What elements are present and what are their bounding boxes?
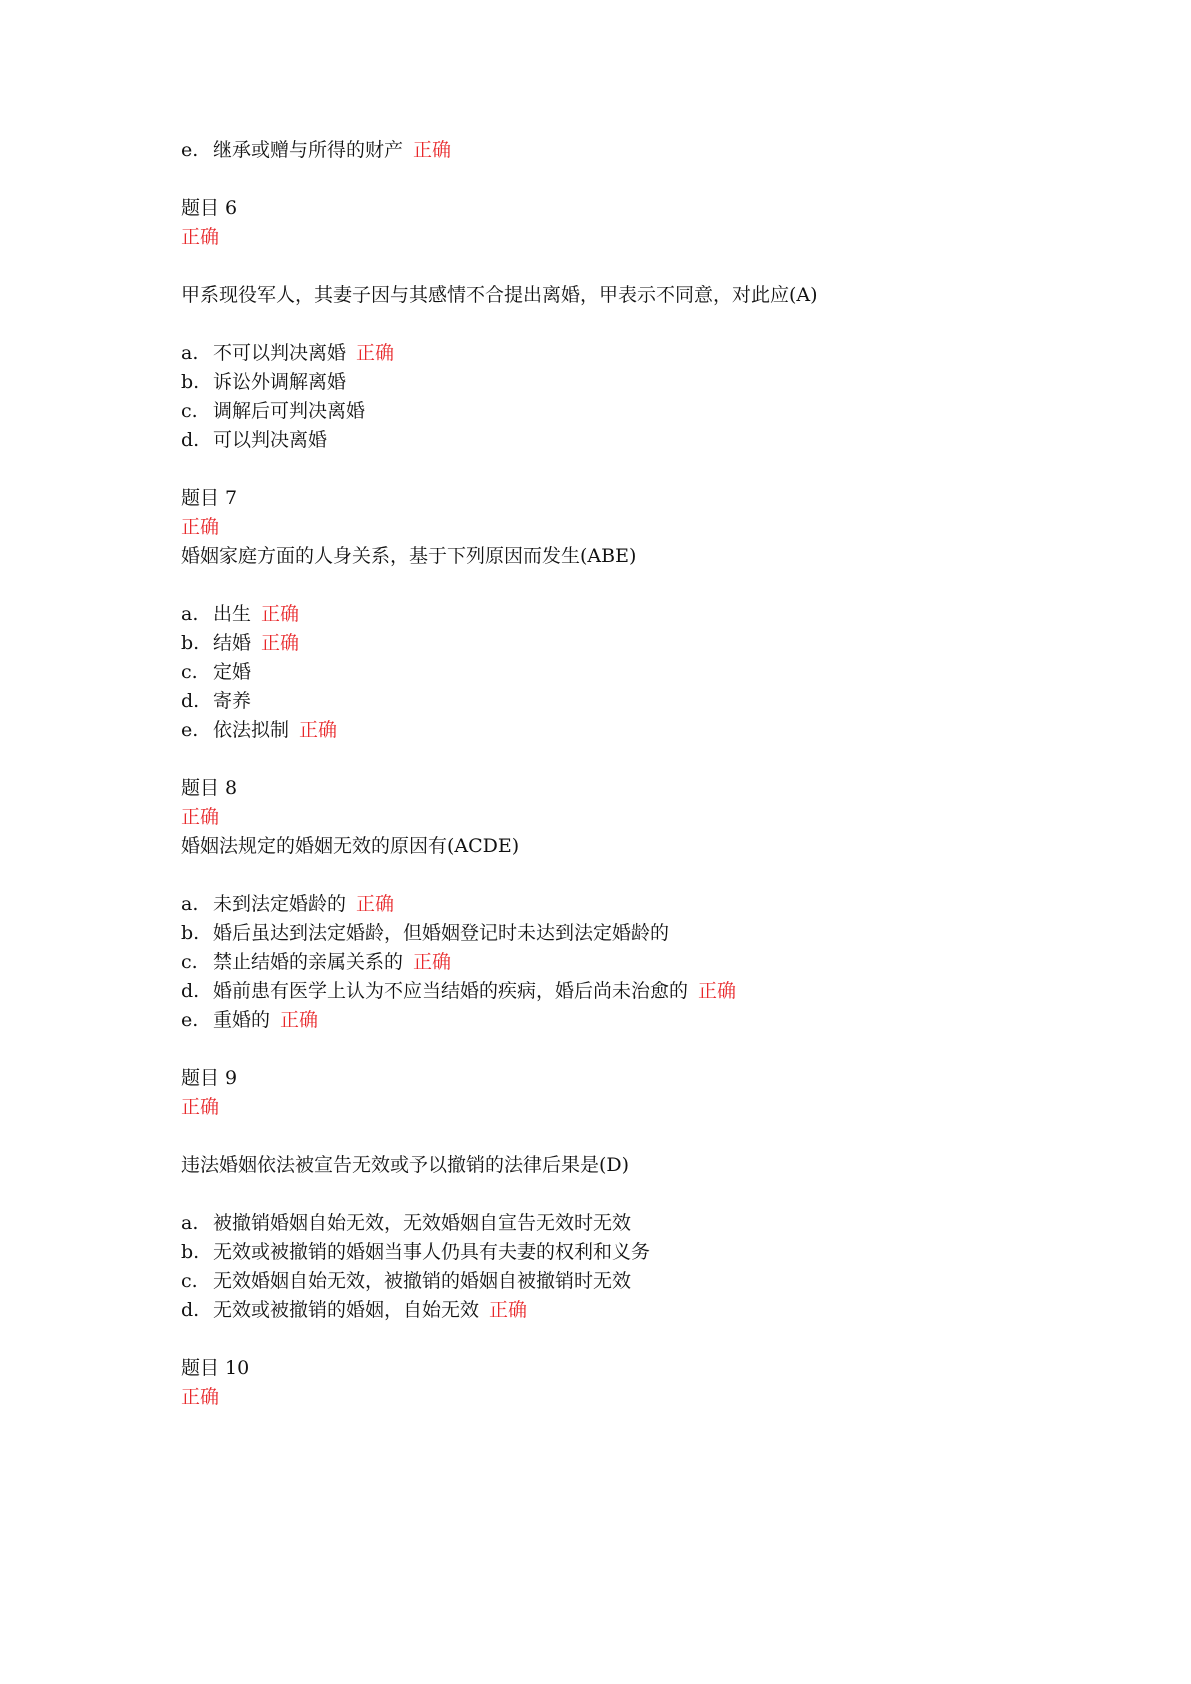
option-text: 无效婚姻自始无效，被撤销的婚姻自被撤销时无效 — [213, 1270, 632, 1292]
question-title: 题目 6 — [181, 197, 238, 219]
option-line — [181, 138, 451, 162]
question-title: 题目 10 — [181, 1357, 250, 1379]
option-letter: e. — [181, 1009, 199, 1031]
correct-mark: 正确 — [698, 980, 737, 1002]
correct-mark: 正确 — [261, 603, 300, 625]
option-line — [181, 428, 327, 452]
option-text: 定婚 — [213, 661, 252, 683]
option-letter: e. — [181, 719, 199, 741]
option-text: 继承或赠与所得的财产 — [213, 139, 404, 161]
option-text: 结婚 — [213, 632, 252, 654]
option-text: 无效或被撤销的婚姻，自始无效 — [213, 1299, 480, 1321]
option-letter: c. — [181, 951, 198, 973]
correct-mark: 正确 — [413, 951, 452, 973]
option-text: 出生 — [213, 603, 252, 625]
question-stem: 婚姻法规定的婚姻无效的原因有(ACDE) — [181, 835, 520, 857]
option-line — [181, 341, 394, 365]
option-letter: a. — [181, 342, 199, 364]
option-text: 禁止结婚的亲属关系的 — [213, 951, 404, 973]
correct-mark: 正确 — [489, 1299, 528, 1321]
option-text: 可以判决离婚 — [213, 429, 328, 451]
option-line — [181, 631, 299, 655]
option-text: 无效或被撤销的婚姻当事人仍具有夫妻的权利和义务 — [213, 1241, 651, 1263]
question-stem: 婚姻家庭方面的人身关系，基于下列原因而发生(ABE) — [181, 545, 637, 567]
option-line — [181, 892, 394, 916]
option-line — [181, 1008, 318, 1032]
correct-mark: 正确 — [356, 893, 395, 915]
option-letter: d. — [181, 1299, 200, 1321]
option-letter: c. — [181, 400, 198, 422]
question-status: 正确 — [181, 1386, 220, 1408]
option-text: 诉讼外调解离婚 — [213, 371, 347, 393]
option-letter: b. — [181, 632, 200, 654]
option-letter: a. — [181, 603, 199, 625]
correct-mark: 正确 — [413, 139, 452, 161]
option-line — [181, 921, 669, 945]
option-text: 不可以判决离婚 — [213, 342, 347, 364]
option-letter: d. — [181, 980, 200, 1002]
question-stem: 违法婚姻依法被宣告无效或予以撤销的法律后果是(D) — [181, 1154, 630, 1176]
option-letter: b. — [181, 1241, 200, 1263]
option-letter: d. — [181, 429, 200, 451]
correct-mark: 正确 — [299, 719, 338, 741]
option-line — [181, 1269, 631, 1293]
correct-mark: 正确 — [280, 1009, 319, 1031]
option-text: 被撤销婚姻自始无效，无效婚姻自宣告无效时无效 — [213, 1212, 632, 1234]
option-line — [181, 979, 736, 1003]
option-text: 寄养 — [213, 690, 252, 712]
option-text: 调解后可判决离婚 — [213, 400, 366, 422]
question-status: 正确 — [181, 806, 220, 828]
option-letter: e. — [181, 139, 199, 161]
question-title: 题目 7 — [181, 487, 238, 509]
option-line — [181, 602, 299, 626]
option-letter: c. — [181, 661, 198, 683]
question-title: 题目 9 — [181, 1067, 238, 1089]
option-text: 重婚的 — [213, 1009, 271, 1031]
correct-mark: 正确 — [261, 632, 300, 654]
question-title: 题目 8 — [181, 777, 238, 799]
option-letter: d. — [181, 690, 200, 712]
option-line — [181, 950, 451, 974]
option-letter: b. — [181, 371, 200, 393]
option-line — [181, 689, 251, 713]
correct-mark: 正确 — [356, 342, 395, 364]
option-line — [181, 370, 346, 394]
option-letter: b. — [181, 922, 200, 944]
option-letter: a. — [181, 893, 199, 915]
question-stem: 甲系现役军人，其妻子因与其感情不合提出离婚，甲表示不同意，对此应(A) — [181, 284, 818, 306]
option-line — [181, 1211, 631, 1235]
option-text: 未到法定婚龄的 — [213, 893, 347, 915]
option-text: 婚前患有医学上认为不应当结婚的疾病，婚后尚未治愈的 — [213, 980, 689, 1002]
option-text: 依法拟制 — [213, 719, 290, 741]
option-line — [181, 399, 365, 423]
option-text: 婚后虽达到法定婚龄，但婚姻登记时未达到法定婚龄的 — [213, 922, 670, 944]
option-letter: a. — [181, 1212, 199, 1234]
question-status: 正确 — [181, 226, 220, 248]
question-status: 正确 — [181, 1096, 220, 1118]
question-status: 正确 — [181, 516, 220, 538]
option-line — [181, 1298, 527, 1322]
option-letter: c. — [181, 1270, 198, 1292]
option-line — [181, 1240, 650, 1264]
option-line — [181, 718, 337, 742]
option-line — [181, 660, 251, 684]
